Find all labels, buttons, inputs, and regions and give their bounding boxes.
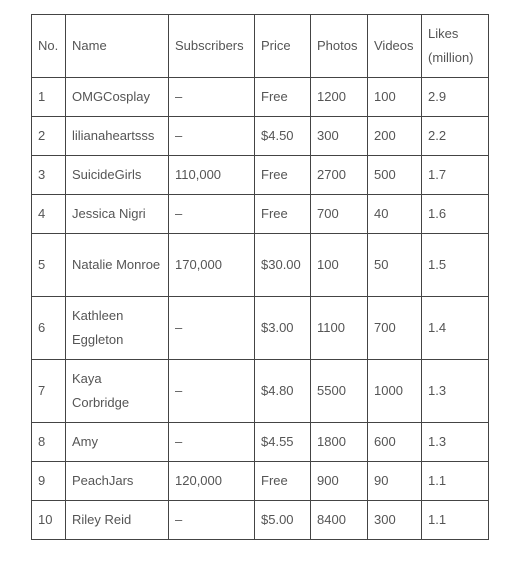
table-container (31, 14, 489, 540)
cell-price: $30.00 (255, 234, 311, 297)
cell-price: $5.00 (255, 501, 311, 540)
header-no: No. (32, 15, 66, 78)
cell-likes: 1.6 (422, 195, 489, 234)
cell-photos: 100 (311, 234, 368, 297)
cell-no: 1 (32, 78, 66, 117)
cell-no: 6 (32, 297, 66, 360)
header-likes: Likes (million) (422, 15, 489, 78)
cell-videos: 40 (368, 195, 422, 234)
table-row (32, 78, 489, 117)
cell-photos: 2700 (311, 156, 368, 195)
cell-no: 7 (32, 360, 66, 423)
cell-price: $4.80 (255, 360, 311, 423)
table-row (32, 156, 489, 195)
cell-likes: 2.2 (422, 117, 489, 156)
cell-subscribers: – (169, 360, 255, 423)
cell-photos: 1100 (311, 297, 368, 360)
cell-name: SuicideGirls (66, 156, 169, 195)
cell-name: Kaya Corbridge (66, 360, 169, 423)
cell-videos: 300 (368, 501, 422, 540)
cell-no: 10 (32, 501, 66, 540)
cell-no: 4 (32, 195, 66, 234)
cell-subscribers: – (169, 297, 255, 360)
cell-likes: 1.4 (422, 297, 489, 360)
cell-videos: 600 (368, 423, 422, 462)
cell-name: Jessica Nigri (66, 195, 169, 234)
header-subscribers: Subscribers (169, 15, 255, 78)
cell-likes: 1.1 (422, 462, 489, 501)
creators-table (31, 14, 489, 540)
header-name: Name (66, 15, 169, 78)
cell-price: $3.00 (255, 297, 311, 360)
cell-videos: 700 (368, 297, 422, 360)
table-row (32, 195, 489, 234)
cell-likes: 1.7 (422, 156, 489, 195)
cell-price: Free (255, 156, 311, 195)
table-row (32, 117, 489, 156)
cell-subscribers: – (169, 501, 255, 540)
cell-subscribers: 170,000 (169, 234, 255, 297)
table-row (32, 360, 489, 423)
header-photos: Photos (311, 15, 368, 78)
table-row (32, 501, 489, 540)
cell-subscribers: – (169, 195, 255, 234)
cell-no: 3 (32, 156, 66, 195)
cell-videos: 1000 (368, 360, 422, 423)
cell-photos: 5500 (311, 360, 368, 423)
cell-videos: 100 (368, 78, 422, 117)
cell-subscribers: – (169, 423, 255, 462)
cell-subscribers: – (169, 78, 255, 117)
cell-no: 9 (32, 462, 66, 501)
cell-name: Natalie Monroe (66, 234, 169, 297)
cell-no: 8 (32, 423, 66, 462)
cell-videos: 200 (368, 117, 422, 156)
table-row (32, 234, 489, 297)
cell-photos: 300 (311, 117, 368, 156)
cell-subscribers: 120,000 (169, 462, 255, 501)
cell-likes: 2.9 (422, 78, 489, 117)
cell-name: OMGCosplay (66, 78, 169, 117)
cell-photos: 1200 (311, 78, 368, 117)
cell-videos: 50 (368, 234, 422, 297)
table-row (32, 297, 489, 360)
cell-name: Riley Reid (66, 501, 169, 540)
table-header-row (32, 15, 489, 78)
cell-name: lilianaheartsss (66, 117, 169, 156)
cell-videos: 90 (368, 462, 422, 501)
cell-likes: 1.5 (422, 234, 489, 297)
cell-likes: 1.1 (422, 501, 489, 540)
cell-name: Kathleen Eggleton (66, 297, 169, 360)
header-price: Price (255, 15, 311, 78)
cell-photos: 700 (311, 195, 368, 234)
cell-no: 5 (32, 234, 66, 297)
cell-price: Free (255, 462, 311, 501)
cell-no: 2 (32, 117, 66, 156)
table-row (32, 462, 489, 501)
cell-photos: 8400 (311, 501, 368, 540)
cell-subscribers: 110,000 (169, 156, 255, 195)
cell-name: Amy (66, 423, 169, 462)
cell-name: PeachJars (66, 462, 169, 501)
table-row (32, 423, 489, 462)
cell-photos: 900 (311, 462, 368, 501)
cell-price: Free (255, 195, 311, 234)
cell-likes: 1.3 (422, 423, 489, 462)
cell-price: $4.55 (255, 423, 311, 462)
cell-videos: 500 (368, 156, 422, 195)
header-videos: Videos (368, 15, 422, 78)
cell-subscribers: – (169, 117, 255, 156)
cell-price: Free (255, 78, 311, 117)
cell-likes: 1.3 (422, 360, 489, 423)
cell-price: $4.50 (255, 117, 311, 156)
cell-photos: 1800 (311, 423, 368, 462)
